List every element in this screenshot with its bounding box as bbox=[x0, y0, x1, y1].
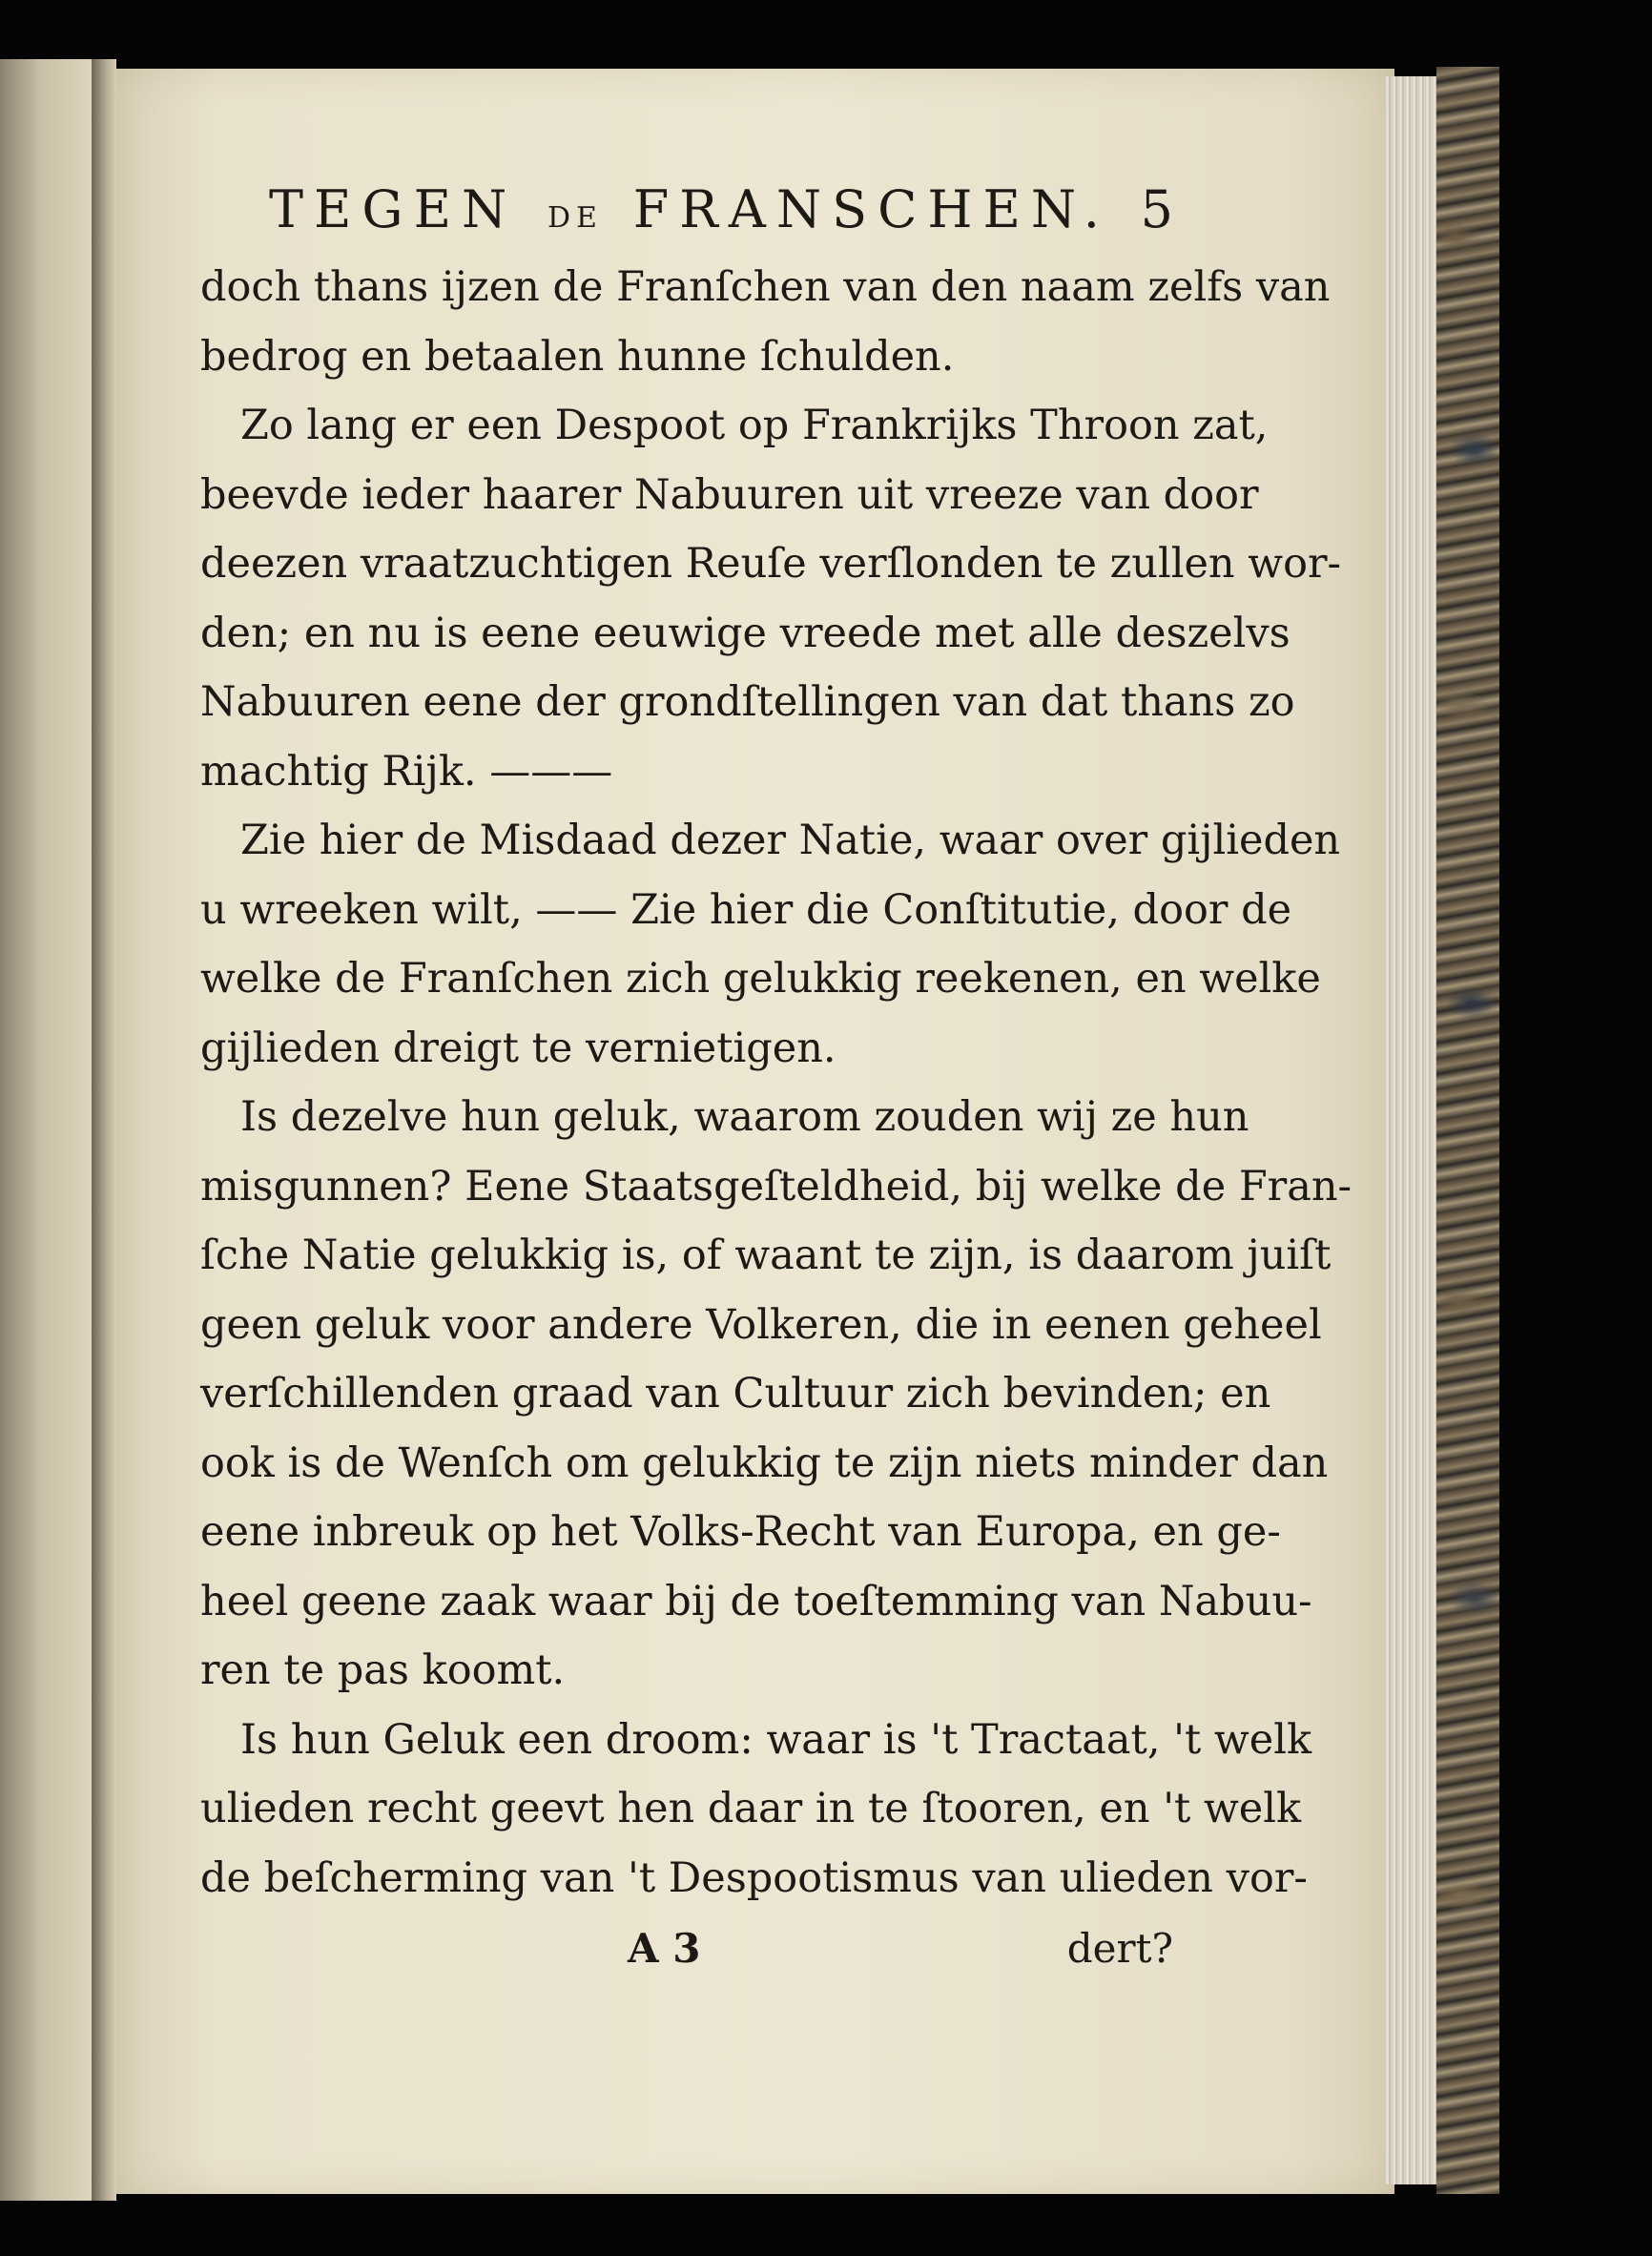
text-line: doch thans ijzen de Franſchen van den naam zelfs van bbox=[200, 263, 1331, 311]
text-line: machtig Rijk. ——— bbox=[200, 747, 613, 796]
text-line: misgunnen? Eene Staatsgeſteldheid, bij welke de Fran- bbox=[200, 1162, 1353, 1211]
header-word-tegen: TEGEN bbox=[269, 179, 518, 239]
catchword: dert? bbox=[1066, 1925, 1173, 1972]
text-line: Is dezelve hun geluk, waarom zouden wij ze hun bbox=[240, 1093, 1249, 1141]
text-line: beevde ieder haarer Nabuuren uit vreeze van door bbox=[200, 470, 1259, 519]
page-number: 5 bbox=[1140, 179, 1173, 239]
text-line: Nabuuren eene der grondſtellingen van dat thans zo bbox=[200, 678, 1295, 726]
text-line: ſche Natie gelukkig is, of waant te zijn, is daarom juiſt bbox=[200, 1231, 1332, 1279]
text-line: gijlieden dreigt te vernietigen. bbox=[200, 1024, 836, 1072]
header-word-de: DE bbox=[547, 201, 603, 235]
book-gutter bbox=[92, 59, 116, 2201]
marbled-cover bbox=[1436, 67, 1499, 2194]
text-line: ulieden recht geevt hen daar in te ſtooren, en 't welk bbox=[200, 1785, 1302, 1832]
page-footer bbox=[200, 1914, 1173, 1983]
text-line: ook is de Wenſch om gelukkig te zijn niets minder dan bbox=[200, 1438, 1329, 1487]
text-line: verſchillenden graad van Cultuur zich bevinden; en bbox=[200, 1370, 1271, 1418]
text-line: Is hun Geluk een droom: waar is 't Tractaat, 't welk bbox=[240, 1715, 1311, 1764]
text-line: eene inbreuk op het Volks-Recht van Europa, en ge- bbox=[200, 1508, 1281, 1556]
text-line: deezen vraatzuchtigen Reuſe verſlonden te zullen wor- bbox=[200, 540, 1342, 588]
page-edges-stack bbox=[1385, 76, 1436, 2184]
text-line: heel geene zaak waar bij de toeſtemming van Nabuu- bbox=[200, 1577, 1312, 1625]
running-header bbox=[269, 167, 1173, 253]
text-line: de beſcherming van 't Despootismus van ulieden vor- bbox=[200, 1853, 1308, 1902]
body-text bbox=[200, 253, 1353, 1913]
text-line: ren te pas koomt. bbox=[200, 1646, 566, 1694]
text-line: Zie hier de Misdaad dezer Natie, waar over gijlieden bbox=[240, 817, 1341, 864]
text-line: den; en nu is eene eeuwige vreede met alle deszelvs bbox=[200, 609, 1291, 657]
text-line: geen geluk voor andere Volkeren, die in eenen geheel bbox=[200, 1300, 1322, 1349]
previous-page-edge bbox=[0, 59, 92, 2201]
text-line: Zo lang er een Despoot op Frankrijks Throon zat, bbox=[240, 402, 1269, 449]
text-line: welke de Franſchen zich gelukkig reekenen, en welke bbox=[200, 955, 1321, 1003]
text-line: bedrog en betaalen hunne ſchulden. bbox=[200, 332, 955, 381]
signature-mark: A 3 bbox=[628, 1925, 701, 1972]
header-word-franschen: FRANSCHEN. bbox=[632, 179, 1110, 239]
page-text bbox=[200, 167, 1353, 1983]
text-line: u wreeken wilt, —— Zie hier die Conſtitutie, door de bbox=[200, 885, 1292, 934]
